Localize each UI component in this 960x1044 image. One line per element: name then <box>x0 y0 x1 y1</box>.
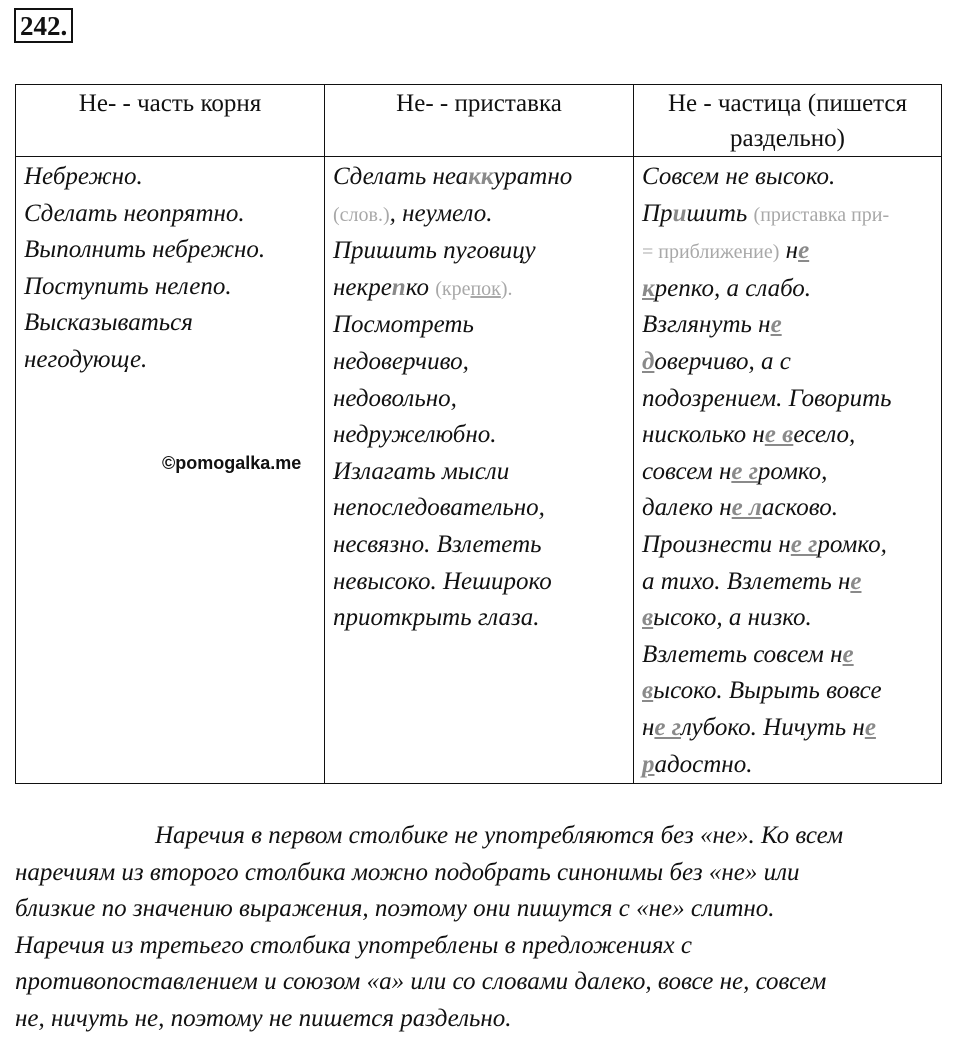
highlight: е г <box>731 457 758 485</box>
paragraph-line: наречиям из второго столбика можно подобрать синонимы без «не» или <box>15 858 800 886</box>
list-item: Сделать неопрятно. <box>24 199 245 227</box>
list-item: недоверчиво, <box>333 347 469 375</box>
text: Пр <box>642 199 673 227</box>
text: н <box>642 713 655 741</box>
text: шить <box>686 199 754 227</box>
text: некре <box>333 273 392 301</box>
list-item: подозрением. Говорить <box>642 384 892 412</box>
list-item <box>642 600 933 637</box>
list-item: Высказываться <box>24 309 193 337</box>
text: Сделать неа <box>333 163 469 190</box>
text: а тихо. Взлететь н <box>642 567 851 595</box>
text: далеко н <box>642 494 732 522</box>
text: ромко, <box>757 457 828 485</box>
text: нисколько н <box>642 421 765 449</box>
highlight: е г <box>654 713 681 741</box>
exercise-number: 242. <box>14 8 73 43</box>
watermark: ©pomogalka.me <box>162 453 302 473</box>
paragraph-line: Наречия в первом столбике не употребляются без «не». Ко всем <box>155 822 844 849</box>
highlight: е <box>770 311 782 339</box>
highlight: е л <box>731 494 762 522</box>
paragraph-line: не, ничуть не, поэтому не пишется раздельно. <box>15 1004 512 1032</box>
text: совсем н <box>642 457 732 485</box>
list-item: невысоко. Нешироко <box>333 567 552 595</box>
list-item: недовольно, <box>333 384 457 412</box>
list-item <box>642 490 933 527</box>
list-item: Совсем не высоко. <box>642 163 836 190</box>
text: ромко, <box>817 530 887 558</box>
highlight: р <box>642 750 655 778</box>
list-item <box>642 747 933 784</box>
grey-note: (слов.) <box>333 203 390 226</box>
header-particle-line2: раздельно) <box>730 125 845 152</box>
list-item <box>642 417 933 454</box>
list-item <box>642 710 933 747</box>
text: оверчиво, а с <box>654 347 791 375</box>
text: есело, <box>793 421 856 449</box>
header-particle <box>634 85 942 157</box>
list-item: негодующе. <box>24 345 148 373</box>
grey-note: (приставка при- <box>753 203 890 226</box>
paragraph-line: Наречия из третьего столбика употреблены в предложениях с <box>15 931 692 959</box>
list-item: Посмотреть <box>333 311 474 339</box>
header-prefix: Не- - приставка <box>325 85 634 157</box>
answer-table <box>15 84 942 784</box>
highlight: к <box>642 274 655 302</box>
table-header-row <box>16 85 942 157</box>
highlight: е в <box>764 421 794 449</box>
column-prefix <box>325 157 634 784</box>
list-item: несвязно. Взлететь <box>333 530 542 558</box>
text: Взлететь совсем н <box>642 640 843 668</box>
highlight: е <box>842 640 854 668</box>
list-item <box>642 344 933 381</box>
text: лубоко. Ничуть н <box>680 713 865 741</box>
highlight: е <box>798 237 810 265</box>
highlight: е <box>850 567 862 595</box>
highlight: кк <box>468 163 494 190</box>
list-item: непоследовательно, <box>333 494 545 522</box>
text: ко <box>405 273 436 301</box>
list-item <box>333 159 625 196</box>
paragraph-line: противопоставлением и союзом «а» или со словами далеко, вовсе не, совсем <box>15 968 827 996</box>
highlight: в <box>642 604 654 632</box>
paragraph-line: близкие по значению выражения, поэтому они пишутся с «не» слитно. <box>15 895 775 923</box>
highlight: п <box>391 273 406 301</box>
explanation-paragraph <box>15 818 945 1038</box>
list-item: Поступить нелепо. <box>24 272 232 300</box>
highlight: е г <box>790 530 818 558</box>
list-item: Небрежно. <box>24 163 143 190</box>
text: Взглянуть н <box>642 311 771 339</box>
list-item: приоткрыть глаза. <box>333 604 540 632</box>
list-item: Выполнить небрежно. <box>24 236 266 264</box>
column-particle <box>634 157 942 784</box>
text: Произнести н <box>642 530 791 558</box>
grey-note: = приближение) <box>642 241 780 264</box>
text: н <box>779 237 799 265</box>
header-root-part: Не- - часть корня <box>16 85 325 157</box>
list-item: Пришить пуговицу <box>333 237 536 265</box>
list-item <box>642 271 933 308</box>
text: ысоко, а низко. <box>653 604 812 632</box>
list-item: Излагать мысли <box>333 457 510 485</box>
text: (кре <box>435 277 471 300</box>
highlight: в <box>642 677 654 705</box>
list-item <box>333 196 625 234</box>
list-item <box>333 270 625 308</box>
text: ). <box>500 277 513 300</box>
grey-note <box>435 278 512 300</box>
list-item <box>642 307 933 344</box>
text: репко, а слабо. <box>654 274 812 302</box>
list-item <box>642 564 933 601</box>
list-item <box>642 527 933 564</box>
list-item <box>642 233 933 271</box>
text: , неумело. <box>389 199 493 227</box>
highlight: е <box>864 713 876 741</box>
list-item <box>642 454 933 491</box>
list-item <box>642 637 933 674</box>
highlight: д <box>642 347 655 375</box>
list-item <box>642 673 933 710</box>
list-item <box>642 196 933 234</box>
text: ысоко. Вырыть вовсе <box>653 677 882 705</box>
text: асково. <box>761 494 838 522</box>
text: уратно <box>493 163 573 190</box>
list-item: недружелюбно. <box>333 421 497 449</box>
underlined-root: пок <box>470 277 501 300</box>
header-particle-line1: Не - частица (пишется <box>667 90 908 117</box>
text: адостно. <box>654 750 753 778</box>
table-body-row <box>16 157 942 784</box>
highlight: и <box>672 199 687 227</box>
